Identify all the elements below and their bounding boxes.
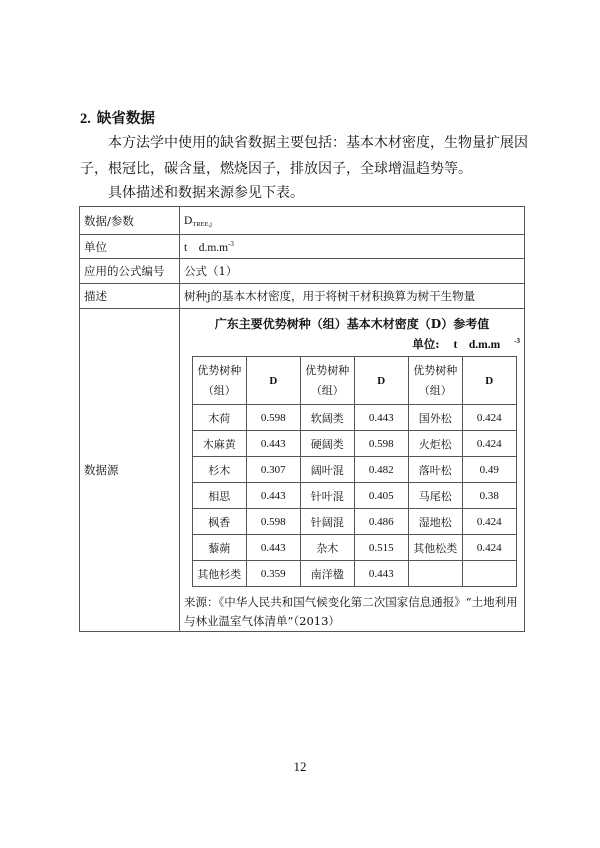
species-cell: 阔叶混 <box>300 457 354 483</box>
header-species: 优势树种（组） <box>193 357 247 405</box>
table-row <box>193 457 517 483</box>
header-species: 优势树种（组） <box>300 357 354 405</box>
species-cell: 枫香 <box>193 509 247 535</box>
value-unit <box>180 235 525 259</box>
density-cell <box>462 561 516 587</box>
species-cell: 相思 <box>193 483 247 509</box>
density-cell: 0.307 <box>246 457 300 483</box>
label-unit: 单位 <box>80 235 180 259</box>
label-formula: 应用的公式编号 <box>80 259 180 284</box>
value-description: 树种j的基本木材密度，用于将树干材积换算为树干生物量 <box>180 284 525 309</box>
density-cell: 0.424 <box>462 405 516 431</box>
density-cell: 0.443 <box>246 483 300 509</box>
species-cell <box>408 561 462 587</box>
ref-unit-value: t d.m.m <box>453 339 501 351</box>
species-cell: 藜蒴 <box>193 535 247 561</box>
density-cell: 0.424 <box>462 431 516 457</box>
row-unit <box>80 235 525 259</box>
density-cell: 0.424 <box>462 509 516 535</box>
table-intro-paragraph: 具体描述和数据来源参见下表。 <box>108 185 304 201</box>
unit-text: t d.m.m <box>184 241 229 254</box>
density-cell: 0.443 <box>246 431 300 457</box>
species-cell: 南洋楹 <box>300 561 354 587</box>
section-number: 2. <box>80 111 91 127</box>
species-cell: 国外松 <box>408 405 462 431</box>
table-row <box>193 561 517 587</box>
row-parameter <box>80 207 525 235</box>
ref-table-title: 广东主要优势树种（组）基本木材密度（D）参考值 <box>214 317 490 331</box>
intro-paragraph: 本方法学中使用的缺省数据主要包括：基本木材密度，生物量扩展因子，根冠比，碳含量，燃烧因子，排放因子，全球增温趋势等。 <box>80 135 528 177</box>
ref-unit-exponent: -3 <box>514 337 520 346</box>
species-cell: 木荷 <box>193 405 247 431</box>
species-cell: 马尾松 <box>408 483 462 509</box>
label-source: 数据源 <box>80 309 180 632</box>
species-cell: 落叶松 <box>408 457 462 483</box>
density-cell: 0.443 <box>354 561 408 587</box>
species-cell: 硬阔类 <box>300 431 354 457</box>
species-cell: 木麻黄 <box>193 431 247 457</box>
ref-header-row <box>193 357 517 405</box>
density-cell: 0.424 <box>462 535 516 561</box>
species-cell: 湿地松 <box>408 509 462 535</box>
species-cell: 杉木 <box>193 457 247 483</box>
page-number: 12 <box>293 759 307 774</box>
species-cell: 其他杉类 <box>193 561 247 587</box>
table-row <box>193 535 517 561</box>
density-cell: 0.486 <box>354 509 408 535</box>
header-density: D <box>246 357 300 405</box>
ref-table-body <box>193 405 517 587</box>
label-parameter: 数据/参数 <box>80 207 180 235</box>
table-row <box>193 405 517 431</box>
species-cell: 软阔类 <box>300 405 354 431</box>
density-cell: 0.482 <box>354 457 408 483</box>
density-cell: 0.598 <box>354 431 408 457</box>
table-row <box>193 483 517 509</box>
density-cell: 0.49 <box>462 457 516 483</box>
density-cell: 0.443 <box>354 405 408 431</box>
species-cell: 火炬松 <box>408 431 462 457</box>
density-cell: 0.443 <box>246 535 300 561</box>
density-cell: 0.598 <box>246 405 300 431</box>
species-cell: 其他松类 <box>408 535 462 561</box>
value-formula: 公式（1） <box>180 259 525 284</box>
header-species: 优势树种（组） <box>408 357 462 405</box>
density-reference-table <box>192 356 517 587</box>
density-cell: 0.515 <box>354 535 408 561</box>
section-heading <box>80 107 155 128</box>
ref-unit-label: 单位: <box>412 337 440 351</box>
param-symbol: D <box>184 215 193 227</box>
row-formula <box>80 259 525 284</box>
param-subscript: TREE,j <box>192 221 212 228</box>
label-description: 描述 <box>80 284 180 309</box>
density-cell: 0.38 <box>462 483 516 509</box>
row-description <box>80 284 525 309</box>
species-cell: 针阔混 <box>300 509 354 535</box>
density-cell: 0.598 <box>246 509 300 535</box>
source-citation: 来源：《中华人民共和国气候变化第二次国家信息通报》“土地利用与林业温室气体清单”（2013） <box>184 595 518 628</box>
row-source <box>80 309 525 632</box>
table-row <box>193 509 517 535</box>
parameter-table <box>79 206 525 632</box>
species-cell: 杂木 <box>300 535 354 561</box>
table-row <box>193 431 517 457</box>
species-cell: 针叶混 <box>300 483 354 509</box>
value-source <box>180 309 525 632</box>
section-title-text: 缺省数据 <box>96 110 155 127</box>
density-cell: 0.359 <box>246 561 300 587</box>
header-density: D <box>462 357 516 405</box>
value-parameter <box>180 207 525 235</box>
header-density: D <box>354 357 408 405</box>
ref-table-unit <box>180 336 520 352</box>
density-cell: 0.405 <box>354 483 408 509</box>
unit-exponent: -3 <box>228 239 234 248</box>
